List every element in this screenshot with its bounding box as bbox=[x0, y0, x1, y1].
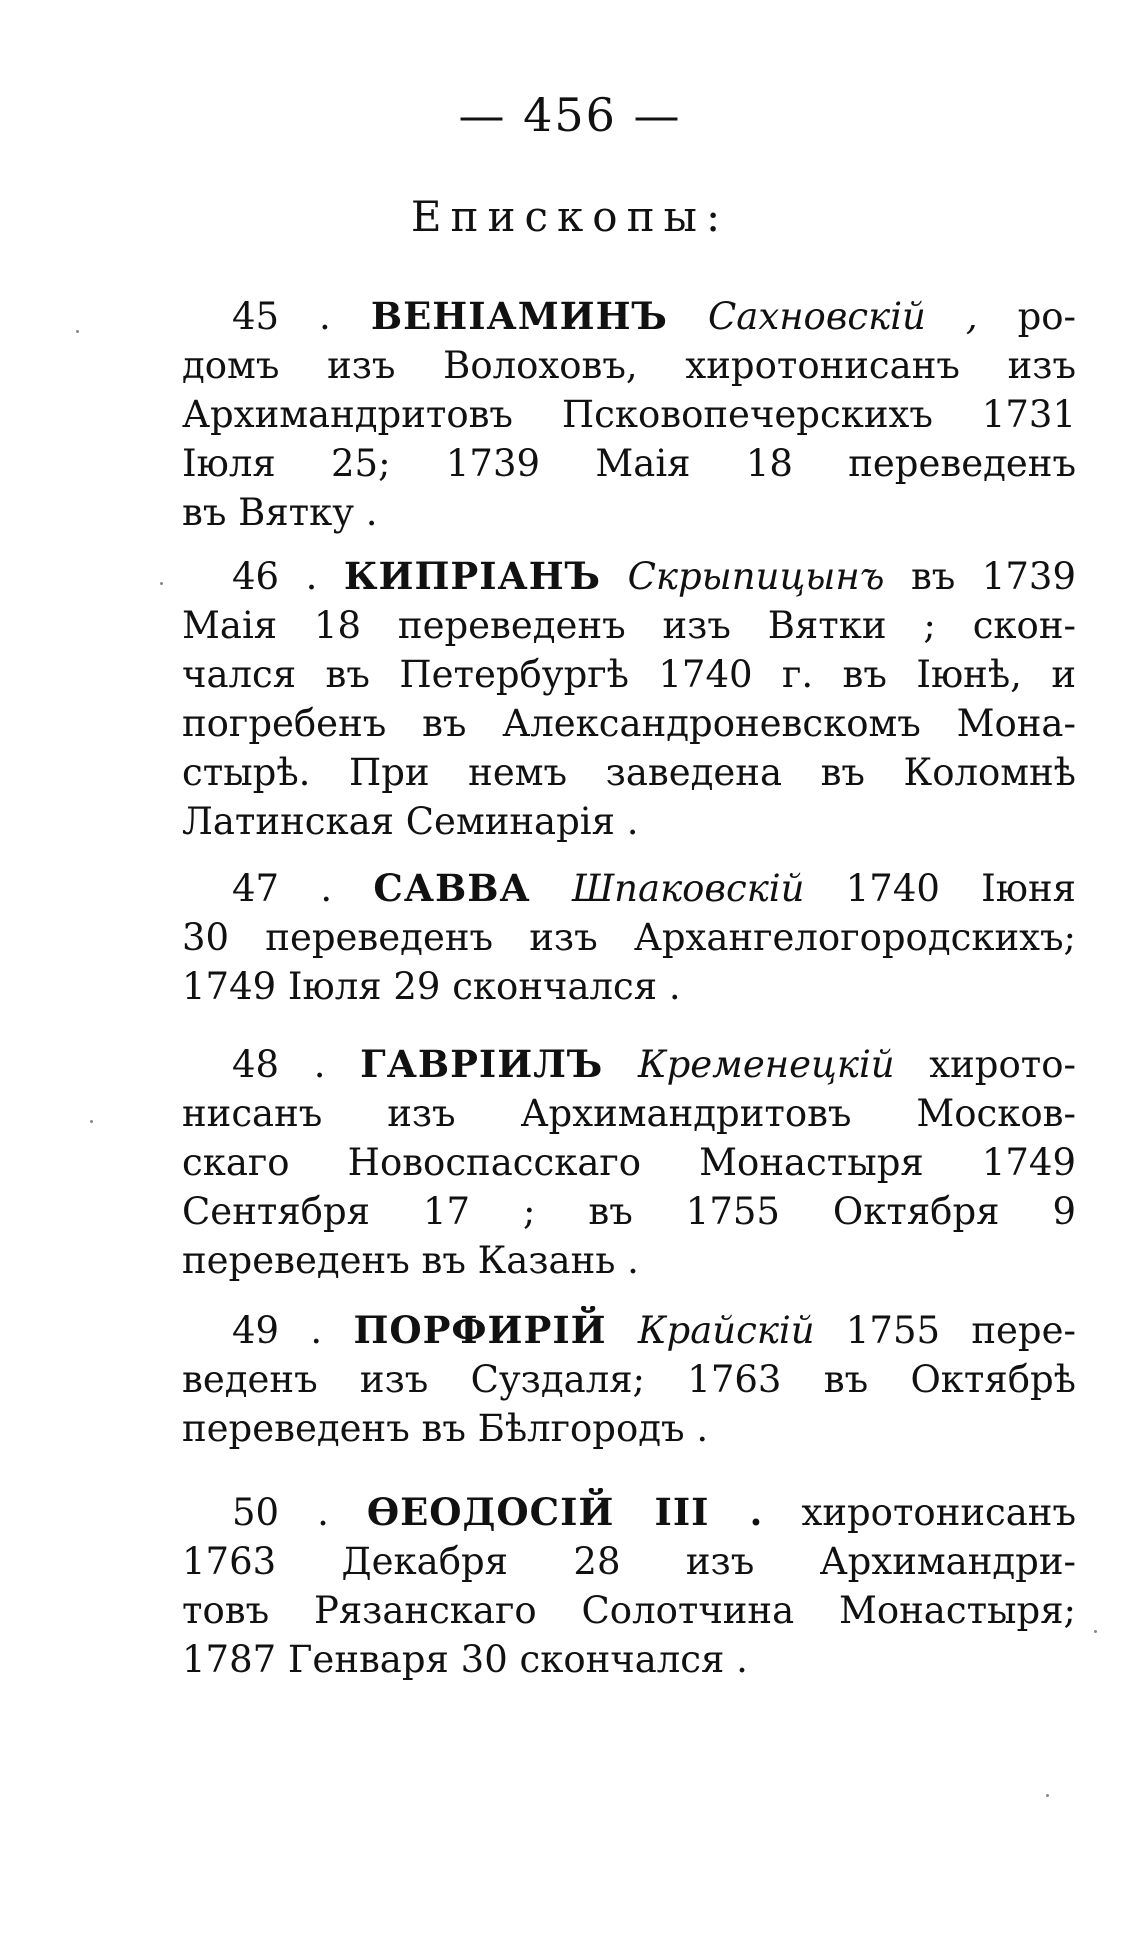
entry-line: 1787 Генваря 30 скончался . bbox=[182, 1638, 748, 1681]
scan-speck bbox=[1046, 1794, 1049, 1797]
entry-45 bbox=[182, 292, 1076, 537]
page-number: — 456 — bbox=[458, 88, 682, 142]
entry-line: Латинская Семинарія . bbox=[182, 800, 639, 843]
entry-46 bbox=[182, 552, 1076, 846]
entry-line: 1763 Декабря 28 изъ Архимандри- bbox=[182, 1540, 1076, 1583]
entry-number: 45 . bbox=[232, 295, 331, 338]
entry-number: 49 . bbox=[232, 1309, 323, 1352]
entry-name: ГАВРІИЛЪ bbox=[360, 1042, 604, 1086]
entry-first-line bbox=[182, 1306, 1076, 1355]
entry-line: Архимандритовъ Псковопечерскихъ 1731 bbox=[182, 393, 1076, 436]
entry-line: 1749 Іюля 29 скончался . bbox=[182, 965, 681, 1008]
entry-line: стырѣ. При немъ заведена въ Коломнѣ bbox=[182, 751, 1076, 794]
entry-name: ПОРФИРІЙ bbox=[353, 1308, 607, 1352]
entry-50 bbox=[182, 1488, 1076, 1684]
entry-line: товъ Рязанскаго Солотчина Монастыря; bbox=[182, 1589, 1076, 1632]
entry-line: веденъ изъ Суздаля; 1763 въ Октябрѣ bbox=[182, 1358, 1076, 1401]
entry-line: переведенъ въ Казань . bbox=[182, 1239, 639, 1282]
entry-surname: Крайскій bbox=[637, 1309, 815, 1352]
entry-line: домъ изъ Волоховъ, хиротонисанъ изъ bbox=[182, 344, 1076, 387]
entry-number: 48 . bbox=[232, 1043, 326, 1086]
entry-first-rest: 1755 пере- bbox=[845, 1309, 1076, 1352]
entry-name: САВВА bbox=[373, 866, 531, 910]
entry-49 bbox=[182, 1306, 1076, 1453]
entry-number: 47 . bbox=[232, 867, 333, 910]
entry-47 bbox=[182, 864, 1076, 1011]
entry-surname: Сахновскій , bbox=[707, 295, 978, 338]
scan-speck bbox=[1094, 1630, 1097, 1633]
entry-name: ѲЕОДОСІЙ III . bbox=[366, 1490, 764, 1534]
entry-number: 50 . bbox=[232, 1491, 329, 1534]
entry-surname: Скрыпицынъ bbox=[627, 555, 885, 598]
entry-line: Іюля 25; 1739 Маія 18 переведенъ bbox=[182, 442, 1076, 485]
entry-surname: Кременецкій bbox=[637, 1043, 895, 1086]
entry-first-line bbox=[182, 1040, 1076, 1089]
entry-first-rest: хирото- bbox=[929, 1043, 1076, 1086]
entry-first-line bbox=[182, 552, 1076, 601]
entry-line: переведенъ въ Бѣлгородъ . bbox=[182, 1407, 709, 1450]
entry-line: чался въ Петербургѣ 1740 г. въ Іюнѣ, и bbox=[182, 653, 1076, 696]
entry-line: въ Вятку . bbox=[182, 491, 378, 534]
entry-first-line bbox=[182, 864, 1076, 913]
scan-speck bbox=[90, 1120, 93, 1123]
entry-first-rest: ро- bbox=[1017, 295, 1076, 338]
entry-name: КИПРІАНЪ bbox=[343, 554, 602, 598]
entry-first-line bbox=[182, 292, 1076, 341]
entry-first-rest: хиротонисанъ bbox=[801, 1491, 1076, 1534]
entry-line: погребенъ въ Александроневскомъ Мона- bbox=[182, 702, 1076, 745]
entry-name: ВЕНІАМИНЪ bbox=[370, 294, 668, 338]
section-heading: Епископы: bbox=[410, 192, 730, 241]
entry-line: Сентября 17 ; въ 1755 Октября 9 bbox=[182, 1190, 1076, 1233]
entry-surname: Шпаковскій bbox=[571, 867, 805, 910]
entry-first-rest: 1740 Іюня bbox=[845, 867, 1076, 910]
entry-first-rest: въ 1739 bbox=[910, 555, 1076, 598]
entry-number: 46 . bbox=[232, 555, 318, 598]
entry-first-line bbox=[182, 1488, 1076, 1537]
entry-line: скаго Новоспасскаго Монастыря 1749 bbox=[182, 1141, 1076, 1184]
entry-line: 30 переведенъ изъ Архангелогородскихъ; bbox=[182, 916, 1076, 959]
entry-48 bbox=[182, 1040, 1076, 1285]
scan-speck bbox=[76, 330, 79, 333]
scan-speck bbox=[160, 582, 163, 585]
entry-line: Маія 18 переведенъ изъ Вятки ; скон- bbox=[182, 604, 1076, 647]
entry-line: нисанъ изъ Архимандритовъ Москов- bbox=[182, 1092, 1076, 1135]
